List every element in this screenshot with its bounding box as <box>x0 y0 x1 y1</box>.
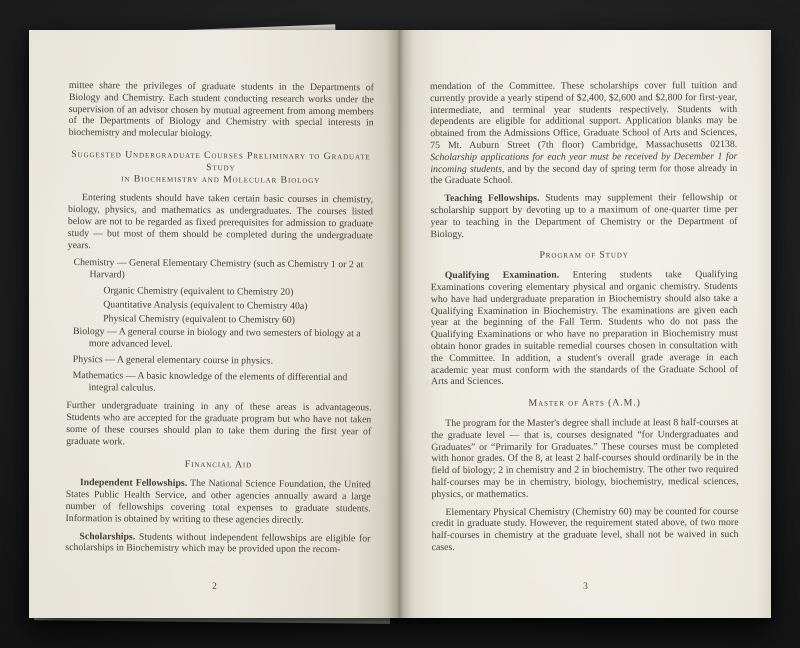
para-committee-continuation: mittee share the privileges of graduate students in the Departments of Biology and Chemistry. Each student conducting research works under the supervision of an advisor chosen by mutual agreement from among members of the Departments of Biology and Chemistry with special interests in biochemistry and molecular biology. <box>68 80 374 140</box>
booklet <box>29 30 771 618</box>
page-left <box>29 30 400 618</box>
course-item-mathematics: Mathematics — A basic knowledge of the elements of differential and integral calculus. <box>72 369 348 394</box>
scholarship-deadline-italic: Scholarship applications for each year must be received by December 1 for incoming students, <box>430 150 738 175</box>
course-subitem-quantitative-analysis: Quantitative Analysis (equivalent to Chemistry 40a) <box>103 299 308 312</box>
course-item-physics: Physics — A general elementary course in physics. <box>72 353 274 367</box>
course-item-chemistry: Chemistry — General Elementary Chemistry (such as Chemistry 1 or 2 at Harvard) <box>73 257 364 281</box>
scholarships-lead: Scholarships. <box>79 530 136 543</box>
scholarships-body: Students without independent fellowships are eligible for scholarships in Biochemistry which may be provided upon the recom- <box>65 531 371 556</box>
independent-fellowships-lead: Independent Fellowships. <box>79 477 188 490</box>
page-number-left: 2 <box>212 582 217 593</box>
para-entering-students: Entering students should have taken certain basic courses in chemistry, biology, physics, and mathematics as undergraduates. The courses listed below are not to be regarded as fixed prerequisites for admission to graduate study — but most of them should be completed during the undergraduate years. <box>67 192 374 251</box>
para-further-training: Further undergraduate training in any of these areas is advantageous. Students who are accepted for the graduate program but who have not taken some of these courses should plan to take them during the first year of graduate work. <box>66 400 372 448</box>
page-right-text <box>430 80 739 554</box>
page-number-right: 3 <box>583 582 588 593</box>
heading-program-of-study: Program of Study <box>539 249 629 262</box>
heading-financial-aid: Financial Aid <box>184 458 253 470</box>
scholarships-continuation-body: mendation of the Committee. These scholarships cover full tuition and currently provide a yearly stipend of $2,400, $2,600 and $2,800 for first-year, intermediate, and terminal year students respectively. Students with dependents are eligible for additional support. Application blanks may be obtained from the Admissions Office, Graduate School of Arts and Sciences, 75 Mt. Auburn Street (7th floor) Cambridge, Massachusetts 02138. <box>430 80 738 152</box>
para-qualifying-examination <box>431 269 738 388</box>
heading-suggested-courses-line1: Suggested Undergraduate Courses Preliminary to Graduate Study <box>71 149 371 174</box>
heading-suggested-courses <box>68 149 373 187</box>
para-master-program: The program for the Master's degree shall include at least 8 half-courses at the graduate level — that is, courses designated “for Undergraduates and Graduates” or “Primarily for Graduates.” These courses must be completed with honor grades. Of the 8, at least 2 half-courses should ordinarily be in the field of biology; 2 in chemistry and 2 in biochemistry. The other two required half-courses may be in chemistry, biology, biochemistry, medical sciences, physics, or mathematics. <box>431 416 739 500</box>
qualifying-examination-body: Entering students take Qualifying Examinations covering elementary physical and organic chemistry. Students who have had undergraduate preparation in Biochemistry should also take a Qualifying Examination in Biochemistry. The examinations are given each year at the beginning of the Fall Term. Students who do not pass the Qualifying Examinations or who have no preparation in Biochemistry must obtain honor grades in suitable remedial courses chosen in consultation with the Committee. In addition, a student's overall grade average in each academic year must conform with the standards of the Graduate School of Arts and Sciences. <box>430 269 739 388</box>
para-scholarships <box>65 530 370 556</box>
course-subitem-organic-chemistry: Organic Chemistry (equivalent to Chemistry 20) <box>103 285 294 298</box>
independent-fellowships-body: The National Science Foundation, the United States Public Health Service, and other agencies annually award a large number of fellowships covering total expenses to graduate students. Information is obtained by writing to these agencies directly. <box>65 478 371 526</box>
course-subitem-physical-chemistry: Physical Chemistry (equivalent to Chemistry 60) <box>103 312 296 326</box>
para-teaching-fellowships <box>430 192 737 240</box>
heading-suggested-courses-line2: in Biochemistry and Molecular Biology <box>121 172 321 186</box>
course-item-biology: Biology — A general course in biology and two semesters of biology at a more advanced level. <box>72 326 361 350</box>
qualifying-examination-lead: Qualifying Examination. <box>444 269 560 282</box>
page-right <box>400 30 771 618</box>
page-left-text <box>65 80 374 556</box>
para-scholarships-continuation <box>430 80 737 187</box>
teaching-fellowships-lead: Teaching Fellowships. <box>444 192 540 205</box>
para-elementary-physical-chemistry: Elementary Physical Chemistry (Chemistry 60) may be counted for course credit in graduate study. However, the requirement stated above, of two more half-courses in chemistry at the graduate level, shall not be waived in such cases. <box>431 505 739 553</box>
teaching-fellowships-body: Students may supplement their fellowship or scholarship support by devoting up to a maximum of one-quarter time per year to teaching in the Department of Chemistry or the Department of Biology. <box>430 192 738 240</box>
scholarships-continuation-tail: and by the second day of spring term for those already in the Graduate School. <box>430 162 738 187</box>
para-independent-fellowships <box>66 477 371 527</box>
heading-master-of-arts: Master of Arts (A.M.) <box>528 397 641 409</box>
